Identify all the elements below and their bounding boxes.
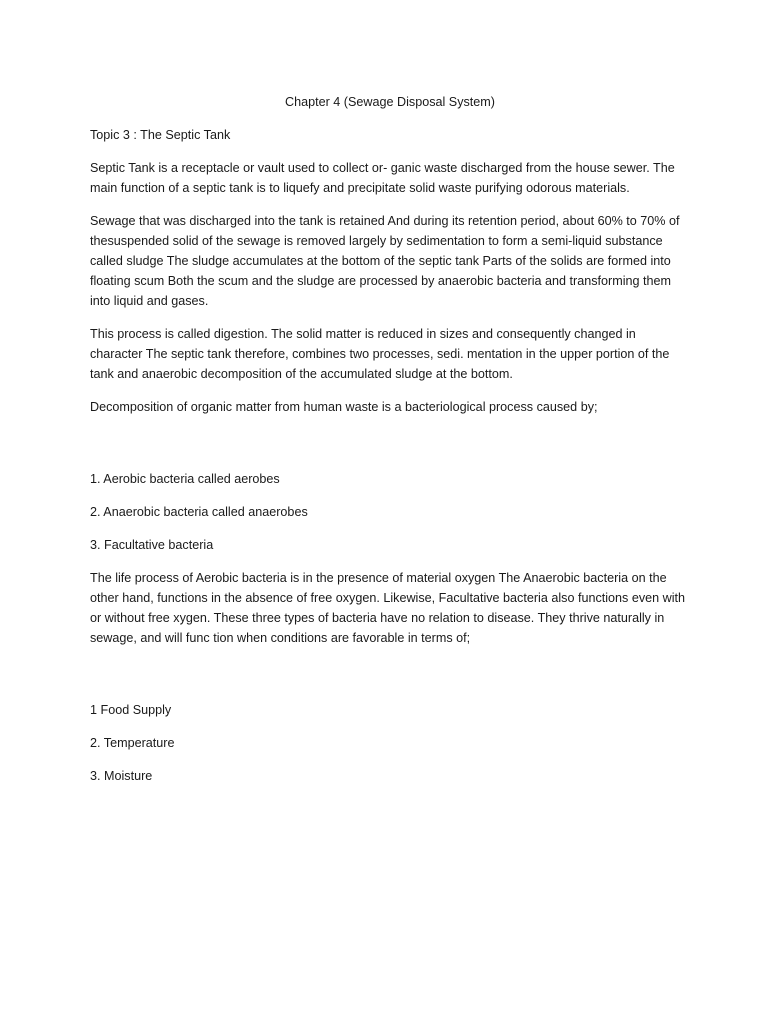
bacteria-list bbox=[90, 469, 686, 555]
list-item: 3. Facultative bacteria bbox=[90, 538, 214, 552]
paragraph-digestion: This process is called digestion. The solid matter is reduced in sizes and consequently changed in character The septic tank therefore, combines two processes, sedi. mentation in the upper portion of the tank and anaerobic decomposition of the accumulated sludge at the bottom. bbox=[90, 327, 670, 381]
paragraph-decomposition: Decomposition of organic matter from human waste is a bacteriological process caused by; bbox=[90, 400, 598, 414]
paragraph-definition: Septic Tank is a receptacle or vault used to collect or- ganic waste discharged from the house sewer. The main function of a septic tank is to liquefy and precipitate solid waste purifying odorous materials. bbox=[90, 161, 675, 195]
paragraph-life-process: The life process of Aerobic bacteria is in the presence of material oxygen The Anaerobic bacteria on the other hand, functions in the absence of free oxygen. Likewise, Facultative bacteria also functions even with or without free xygen. These three types of bacteria have no relation to disease. They thrive naturally in sewage, and will func tion when conditions are favorable in terms of; bbox=[90, 571, 686, 645]
paragraph-retention: Sewage that was discharged into the tank is retained And during its retention period, about 60% to 70% of thesuspended solid of the sewage is removed largely by sedimentation to form a semi-liquid substance called sludge The sludge accumulates at the bottom of the septic tank Parts of the solids are formed into floating scum Both the scum and the sludge are processed by anaerobic bacteria and transforming them into liquid and gases. bbox=[90, 214, 680, 308]
list-item: 1. Aerobic bacteria called aerobes bbox=[90, 472, 280, 486]
list-item: 1 Food Supply bbox=[90, 703, 172, 717]
document-body bbox=[90, 92, 686, 786]
chapter-title: Chapter 4 (Sewage Disposal System) bbox=[285, 95, 495, 109]
list-item: 2. Anaerobic bacteria called anaerobes bbox=[90, 505, 308, 519]
list-item: 3. Moisture bbox=[90, 769, 153, 783]
conditions-list bbox=[90, 700, 686, 786]
list-item: 2. Temperature bbox=[90, 736, 175, 750]
topic-heading: Topic 3 : The Septic Tank bbox=[90, 128, 231, 142]
